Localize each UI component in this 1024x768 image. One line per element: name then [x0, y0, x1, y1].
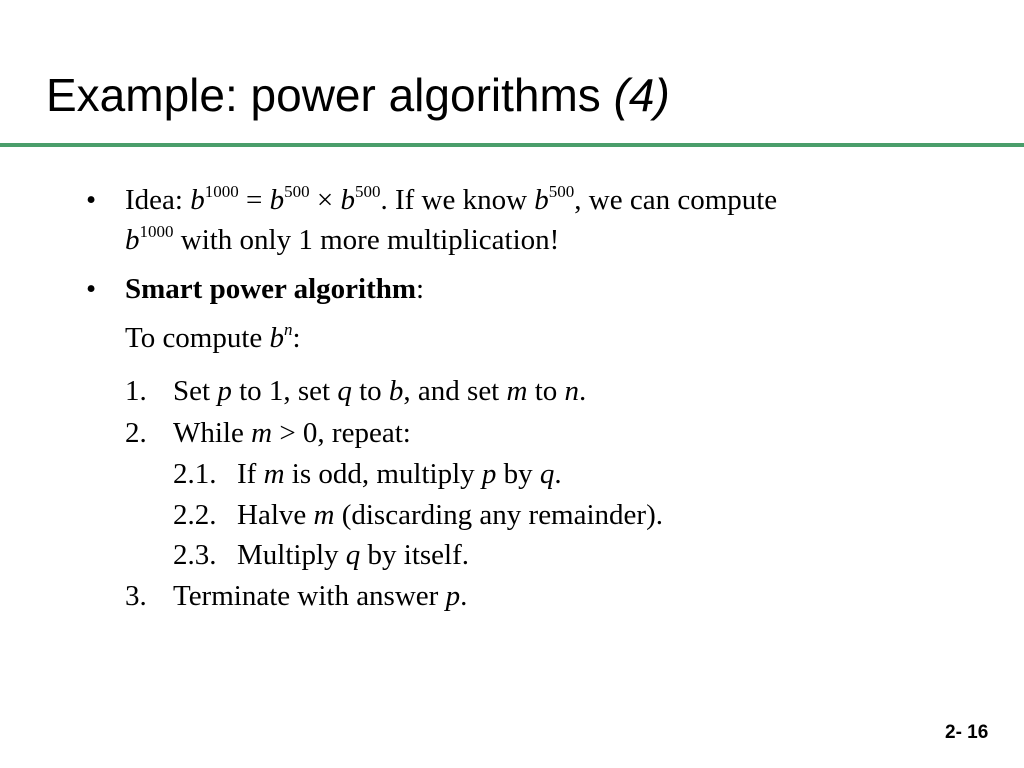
slide-title: [46, 66, 670, 124]
bullet-smart: •: [86, 273, 97, 305]
compute-line: To compute $b^n$:: [125, 320, 301, 354]
step-2-3-text: Multiply q by itself.: [237, 539, 470, 571]
page-number: 2- 16: [945, 722, 989, 743]
title-accent: (4): [613, 69, 670, 121]
step-2-2-text: Halve m (discarding any remainder).: [237, 499, 663, 531]
title-main: Example: power algorithms: [46, 69, 614, 121]
smart-heading: Smart power algorithm:: [125, 273, 425, 305]
step-1-number: 1.: [125, 375, 147, 407]
step-2-3-number: 2.3.: [173, 539, 217, 571]
step-3-number: 3.: [125, 580, 147, 612]
bullet-idea: •: [86, 184, 97, 216]
step-2-number: 2.: [125, 417, 147, 449]
step-2-2-number: 2.2.: [173, 499, 217, 531]
step-3-text: Terminate with answer p.: [173, 580, 468, 612]
step-2-1-text: If m is odd, multiply p by q.: [237, 458, 562, 490]
step-2-text: While m > 0, repeat:: [173, 417, 411, 449]
idea-line-1: Idea: $b^{1000} = b^{500} \times b^{500}$. If we know $b^{500}$, we can compute: [125, 182, 778, 216]
idea-line-2: $b^{1000}$ with only 1 more multiplication!: [125, 222, 560, 256]
title-divider: [0, 143, 1024, 147]
step-2-1-number: 2.1.: [173, 458, 217, 490]
step-1-text: Set p to 1, set q to b, and set m to n.: [173, 375, 587, 407]
